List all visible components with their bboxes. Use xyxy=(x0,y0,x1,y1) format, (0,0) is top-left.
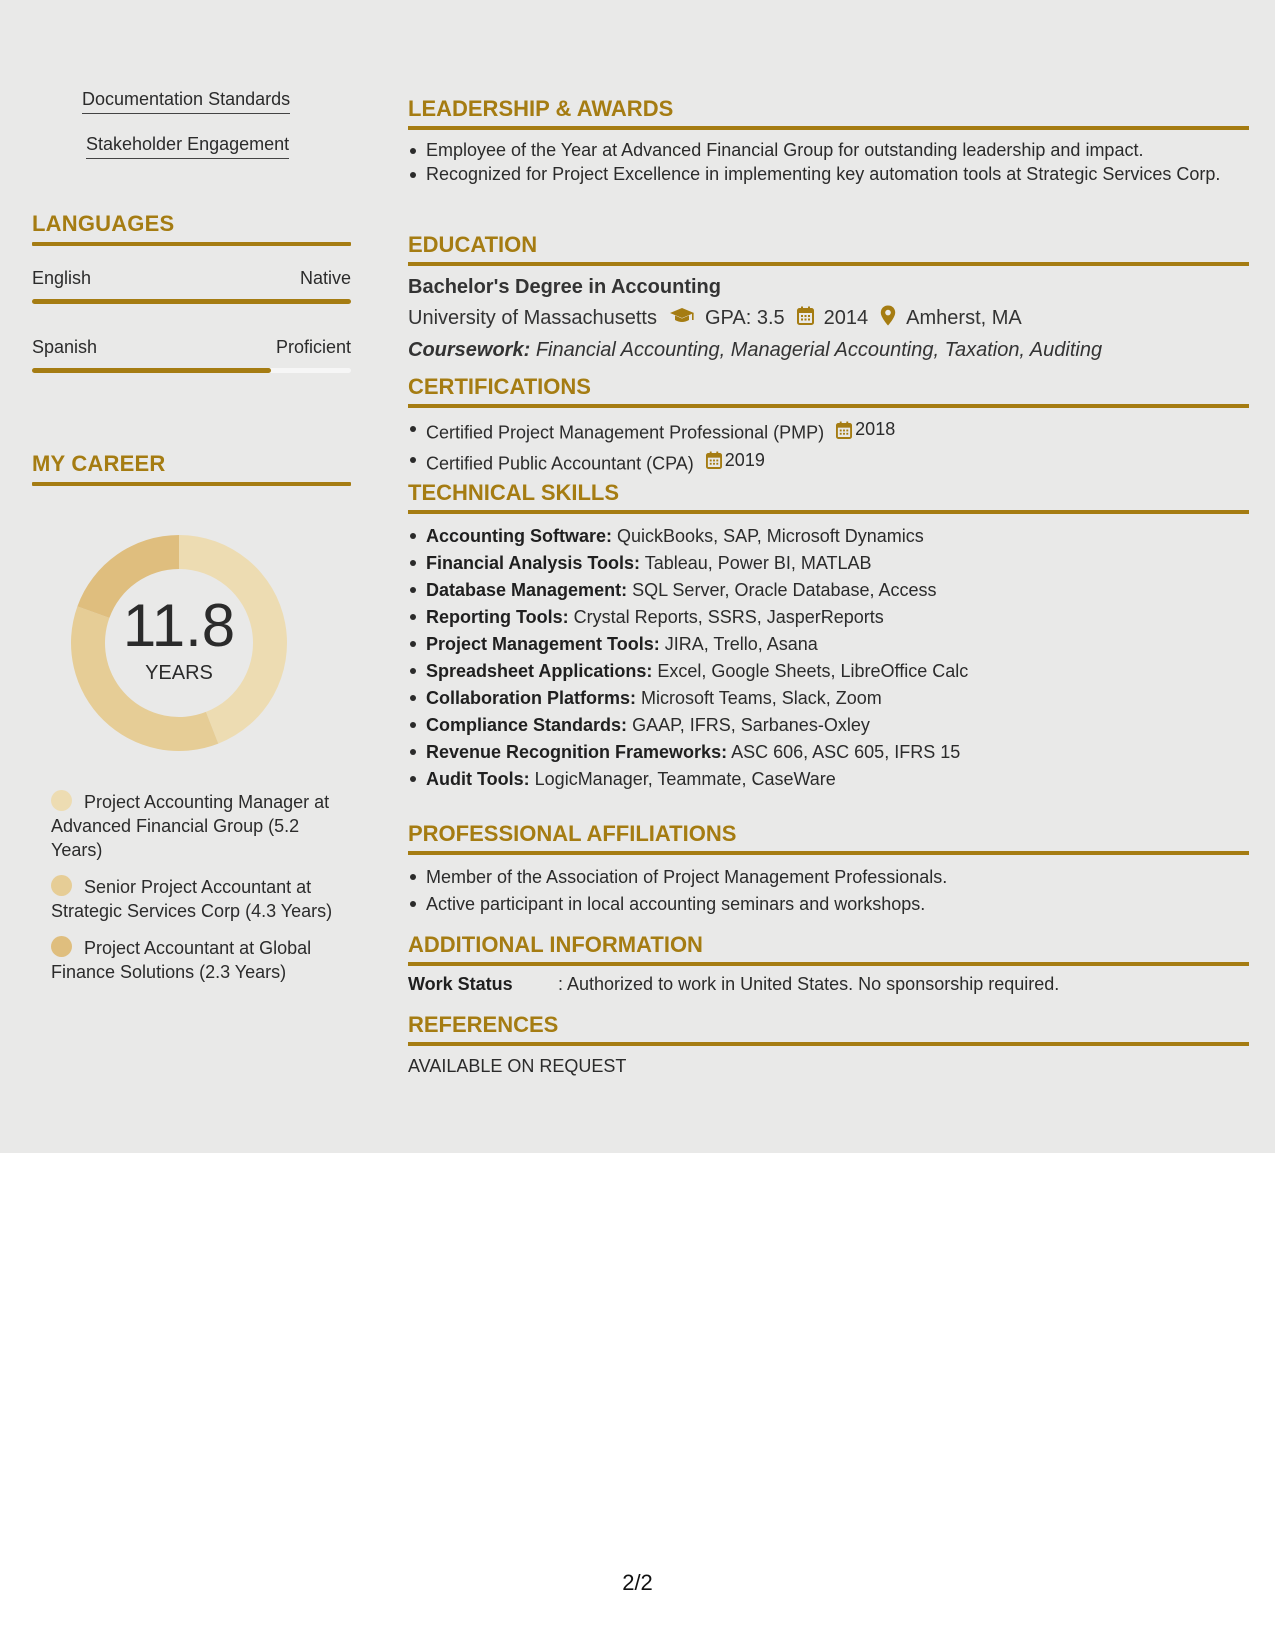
graduation-year: 2014 xyxy=(823,307,869,329)
affiliations-section xyxy=(408,821,1249,918)
skill-value: JIRA, Trello, Asana xyxy=(664,634,818,654)
section-rule xyxy=(408,510,1249,514)
certification-name: Certified Public Accountant (CPA) xyxy=(426,453,694,473)
career-legend-text: Project Accountant at Global Finance Solutions (2.3 Years) xyxy=(51,938,312,982)
certification-year-text: 2019 xyxy=(724,449,765,470)
additional-info-section xyxy=(408,932,1249,995)
school-location: Amherst, MA xyxy=(906,307,1022,329)
skill-label: Project Management Tools: xyxy=(426,634,660,654)
language-bar-fill xyxy=(32,299,351,304)
skill-item xyxy=(408,739,1249,766)
certifications-section xyxy=(408,374,1249,477)
graduation-cap-icon xyxy=(669,307,695,331)
list-item: Active participant in local accounting seminars and workshops. xyxy=(408,891,1249,918)
section-heading: LEADERSHIP & AWARDS xyxy=(408,96,674,121)
skill-label: Compliance Standards: xyxy=(426,715,628,735)
language-bar xyxy=(32,299,351,304)
degree-title: Bachelor's Degree in Accounting xyxy=(408,276,721,298)
certification-year xyxy=(706,447,765,474)
technical-skills-section xyxy=(408,480,1249,793)
section-rule xyxy=(408,126,1249,130)
list-item: Recognized for Project Excellence in implementing key automation tools at Strategic Services Corp. xyxy=(408,162,1249,186)
skill-value: GAAP, IFRS, Sarbanes-Oxley xyxy=(632,715,870,735)
skill-item xyxy=(408,631,1249,658)
languages-section xyxy=(32,211,351,246)
skill-item xyxy=(408,577,1249,604)
certification-year-text: 2018 xyxy=(855,419,896,439)
skill-item xyxy=(408,658,1249,685)
references-text: AVAILABLE ON REQUEST xyxy=(408,1056,627,1076)
skill-value: ASC 606, ASC 605, IFRS 15 xyxy=(731,742,961,762)
section-rule xyxy=(408,404,1249,408)
career-legend xyxy=(51,790,341,997)
language-level: Native xyxy=(299,268,351,288)
map-pin-icon xyxy=(880,305,896,332)
school-name: University of Massachusetts xyxy=(408,307,657,329)
legend-dot xyxy=(51,936,72,957)
skill-item xyxy=(408,550,1249,577)
section-heading: MY CAREER xyxy=(32,451,166,476)
calendar-icon xyxy=(836,421,852,439)
skill-value: LogicManager, Teammate, CaseWare xyxy=(534,769,836,789)
skill-label: Database Management: xyxy=(426,580,628,600)
section-heading: CERTIFICATIONS xyxy=(408,374,591,399)
section-heading: REFERENCES xyxy=(408,1012,559,1037)
career-legend-text: Project Accounting Manager at Advanced Financial Group (5.2 Years) xyxy=(51,792,330,860)
section-heading: TECHNICAL SKILLS xyxy=(408,480,620,505)
career-legend-item xyxy=(51,875,341,923)
skill-label: Reporting Tools: xyxy=(426,607,569,627)
career-legend-text: Senior Project Accountant at Strategic Services Corp (4.3 Years) xyxy=(51,877,333,921)
language-name: English xyxy=(32,268,92,288)
career-donut-chart xyxy=(66,530,292,756)
skill-item xyxy=(408,712,1249,739)
section-rule xyxy=(32,242,351,246)
list-item: Member of the Association of Project Management Professionals. xyxy=(408,864,1249,891)
career-legend-item xyxy=(51,936,341,984)
coursework xyxy=(408,339,1249,362)
skill-item xyxy=(408,766,1249,793)
legend-dot xyxy=(51,875,72,896)
skill-label: Revenue Recognition Frameworks: xyxy=(426,742,728,762)
skill-value: Tableau, Power BI, MATLAB xyxy=(644,553,872,573)
page-number: 2/2 xyxy=(622,1570,653,1595)
calendar-icon xyxy=(797,306,814,331)
skill-value: QuickBooks, SAP, Microsoft Dynamics xyxy=(617,526,924,546)
language-name: Spanish xyxy=(32,337,98,357)
education-section xyxy=(408,232,1249,362)
education-details xyxy=(408,305,1249,332)
skill-value: SQL Server, Oracle Database, Access xyxy=(632,580,937,600)
coursework-text: Financial Accounting, Managerial Accounting, Taxation, Auditing xyxy=(535,339,1103,361)
career-section xyxy=(32,451,351,486)
career-years-unit: YEARS xyxy=(145,662,213,684)
language-bar-fill xyxy=(32,368,271,373)
skill-label: Collaboration Platforms: xyxy=(426,688,637,708)
section-rule xyxy=(408,851,1249,855)
skill-item xyxy=(408,604,1249,631)
coursework-label: Coursework: xyxy=(408,339,531,361)
section-rule xyxy=(32,482,351,486)
skill-item xyxy=(408,685,1249,712)
legend-dot xyxy=(51,790,72,811)
skill-value: Crystal Reports, SSRS, JasperReports xyxy=(573,607,884,627)
language-row xyxy=(32,268,351,289)
skill-tag: Stakeholder Engagement xyxy=(86,134,289,159)
certification-name: Certified Project Management Professional (PMP) xyxy=(426,422,825,443)
calendar-icon xyxy=(706,451,722,469)
language-row xyxy=(32,337,351,358)
gpa: GPA: 3.5 xyxy=(704,307,785,329)
certification-item xyxy=(408,447,1249,478)
career-total-years: 11.8 xyxy=(122,592,236,659)
certification-item xyxy=(408,416,1249,447)
skill-label: Spreadsheet Applications: xyxy=(426,661,653,681)
skill-value: Microsoft Teams, Slack, Zoom xyxy=(641,688,882,708)
skill-item xyxy=(408,523,1249,550)
career-legend-item xyxy=(51,790,341,862)
language-level: Proficient xyxy=(275,337,351,357)
section-rule xyxy=(408,1042,1249,1046)
section-heading: LANGUAGES xyxy=(32,211,175,236)
skill-label: Financial Analysis Tools: xyxy=(426,553,641,573)
section-heading: ADDITIONAL INFORMATION xyxy=(408,932,703,957)
skill-tag: Documentation Standards xyxy=(82,89,290,114)
section-heading: EDUCATION xyxy=(408,232,538,257)
info-value: : Authorized to work in United States. No sponsorship required. xyxy=(558,974,1060,994)
info-key: Work Status xyxy=(408,974,513,994)
list-item: Employee of the Year at Advanced Financial Group for outstanding leadership and impact. xyxy=(408,138,1249,162)
leadership-section xyxy=(408,96,1249,186)
section-rule xyxy=(408,262,1249,266)
skill-label: Accounting Software: xyxy=(426,526,613,546)
section-rule xyxy=(408,962,1249,966)
info-row xyxy=(408,974,1249,995)
skill-value: Excel, Google Sheets, LibreOffice Calc xyxy=(657,661,969,681)
language-bar xyxy=(32,368,351,373)
references-section xyxy=(408,1012,1249,1077)
section-heading: PROFESSIONAL AFFILIATIONS xyxy=(408,821,737,846)
certification-year xyxy=(836,416,895,443)
skill-label: Audit Tools: xyxy=(426,769,530,789)
